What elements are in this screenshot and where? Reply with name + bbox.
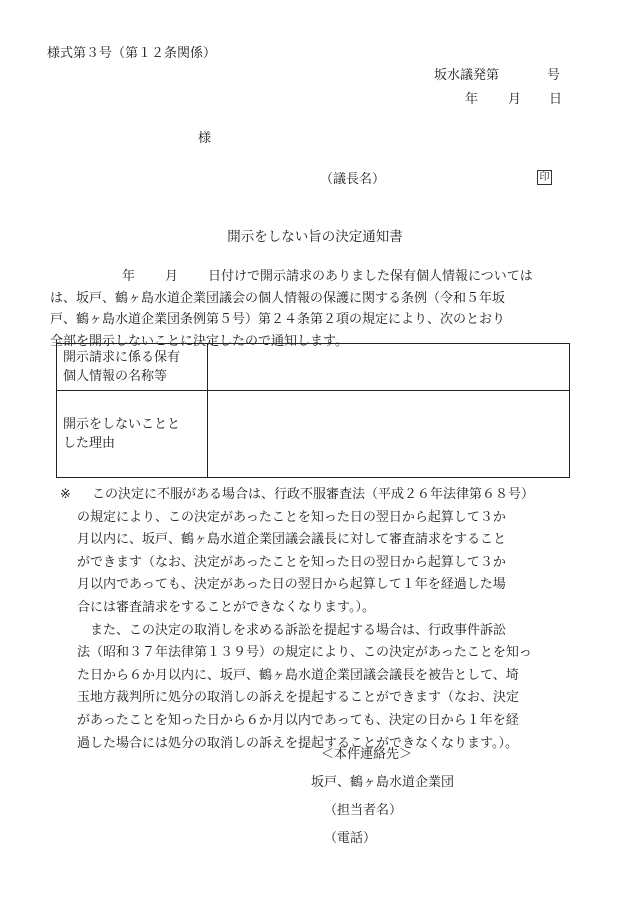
contact-staff: （担当者名） bbox=[324, 803, 403, 818]
note-line: の規定により、この決定があったことを知った日の翌日から起算して３か bbox=[77, 509, 506, 525]
issue-date bbox=[465, 93, 562, 106]
note-line: 合には審査請求をすることができなくなります。）。 bbox=[77, 599, 375, 615]
reference-number bbox=[434, 69, 560, 82]
ref-suffix: 号 bbox=[547, 68, 561, 83]
request-info-label: 開示請求に係る保有 個人情報の名称等 bbox=[57, 344, 208, 391]
note-line: 玉地方裁判所に処分の取消しの訴えを提起することができます（なお、決定 bbox=[77, 690, 520, 706]
ref-prefix: 坂水議発第 bbox=[434, 68, 500, 83]
notice-body bbox=[50, 266, 580, 352]
note-line: 法（昭和３７年法律第１３９号）の規定により、この決定があったことを知っ bbox=[77, 645, 532, 661]
contact-heading: ＜本件連絡先＞ bbox=[321, 747, 413, 762]
contact-phone: （電話） bbox=[324, 831, 377, 846]
table-row bbox=[57, 344, 570, 391]
reason-label: 開示をしないことと した理由 bbox=[57, 391, 208, 478]
body-year: 年 bbox=[122, 269, 136, 284]
body-line-1-text: 日付けで開示請求のありました保有個人情報については bbox=[208, 269, 533, 284]
note-line: 過した場合には処分の取消しの訴えを提起することができなくなります。）。 bbox=[77, 735, 518, 751]
note-line: ※ この決定に不服がある場合は、行政不服審査法（平成２６年法律第６８号） bbox=[60, 484, 585, 507]
disclosure-table bbox=[56, 343, 570, 478]
seal-icon: 印 bbox=[537, 170, 552, 185]
contact-organization: 坂戸、鶴ヶ島水道企業団 bbox=[311, 775, 455, 790]
chair-name: （議長名） bbox=[320, 172, 386, 187]
date-day: 日 bbox=[549, 92, 563, 107]
body-line-4: 全部を開示しないことに決定したので通知します。 bbox=[50, 333, 348, 349]
body-line-2: は、坂戸、鶴ヶ島水道企業団議会の個人情報の保護に関する条例（令和５年坂 bbox=[50, 290, 506, 306]
appeal-notes bbox=[60, 484, 585, 755]
body-line-1 bbox=[50, 266, 580, 288]
body-month: 月 bbox=[165, 269, 179, 284]
note-line: 月以内であっても、決定があった日の翌日から起算して１年を経過した場 bbox=[77, 577, 506, 593]
note-line: た日から６か月以内に、坂戸、鶴ヶ島水道企業団議会議長を被告として、埼 bbox=[77, 667, 519, 683]
reason-value bbox=[208, 391, 570, 478]
table-row bbox=[57, 391, 570, 478]
date-month: 月 bbox=[508, 92, 522, 107]
note-mark: ※ bbox=[60, 487, 71, 502]
note-line: があったことを知った日から６か月以内であっても、決定の日から１年を経 bbox=[77, 712, 519, 728]
document-title: 開示をしない旨の決定通知書 bbox=[227, 229, 403, 245]
date-year: 年 bbox=[465, 92, 479, 107]
addressee: 様 bbox=[198, 131, 212, 146]
note-line: また、この決定の取消しを求める訴訟を提起する場合は、行政事件訴訟 bbox=[90, 622, 507, 638]
note-line: 月以内に、坂戸、鶴ヶ島水道企業団議会議長に対して審査請求をすること bbox=[77, 532, 507, 548]
body-line-3: 戸、鶴ヶ島水道企業団条例第５号）第２４条第２項の規定により、次のとおり bbox=[50, 312, 506, 327]
form-number: 様式第３号（第１２条関係） bbox=[47, 46, 217, 61]
note-line: ができます（なお、決定があったことを知った日の翌日から起算して３か bbox=[77, 554, 506, 570]
request-info-value bbox=[208, 344, 570, 391]
